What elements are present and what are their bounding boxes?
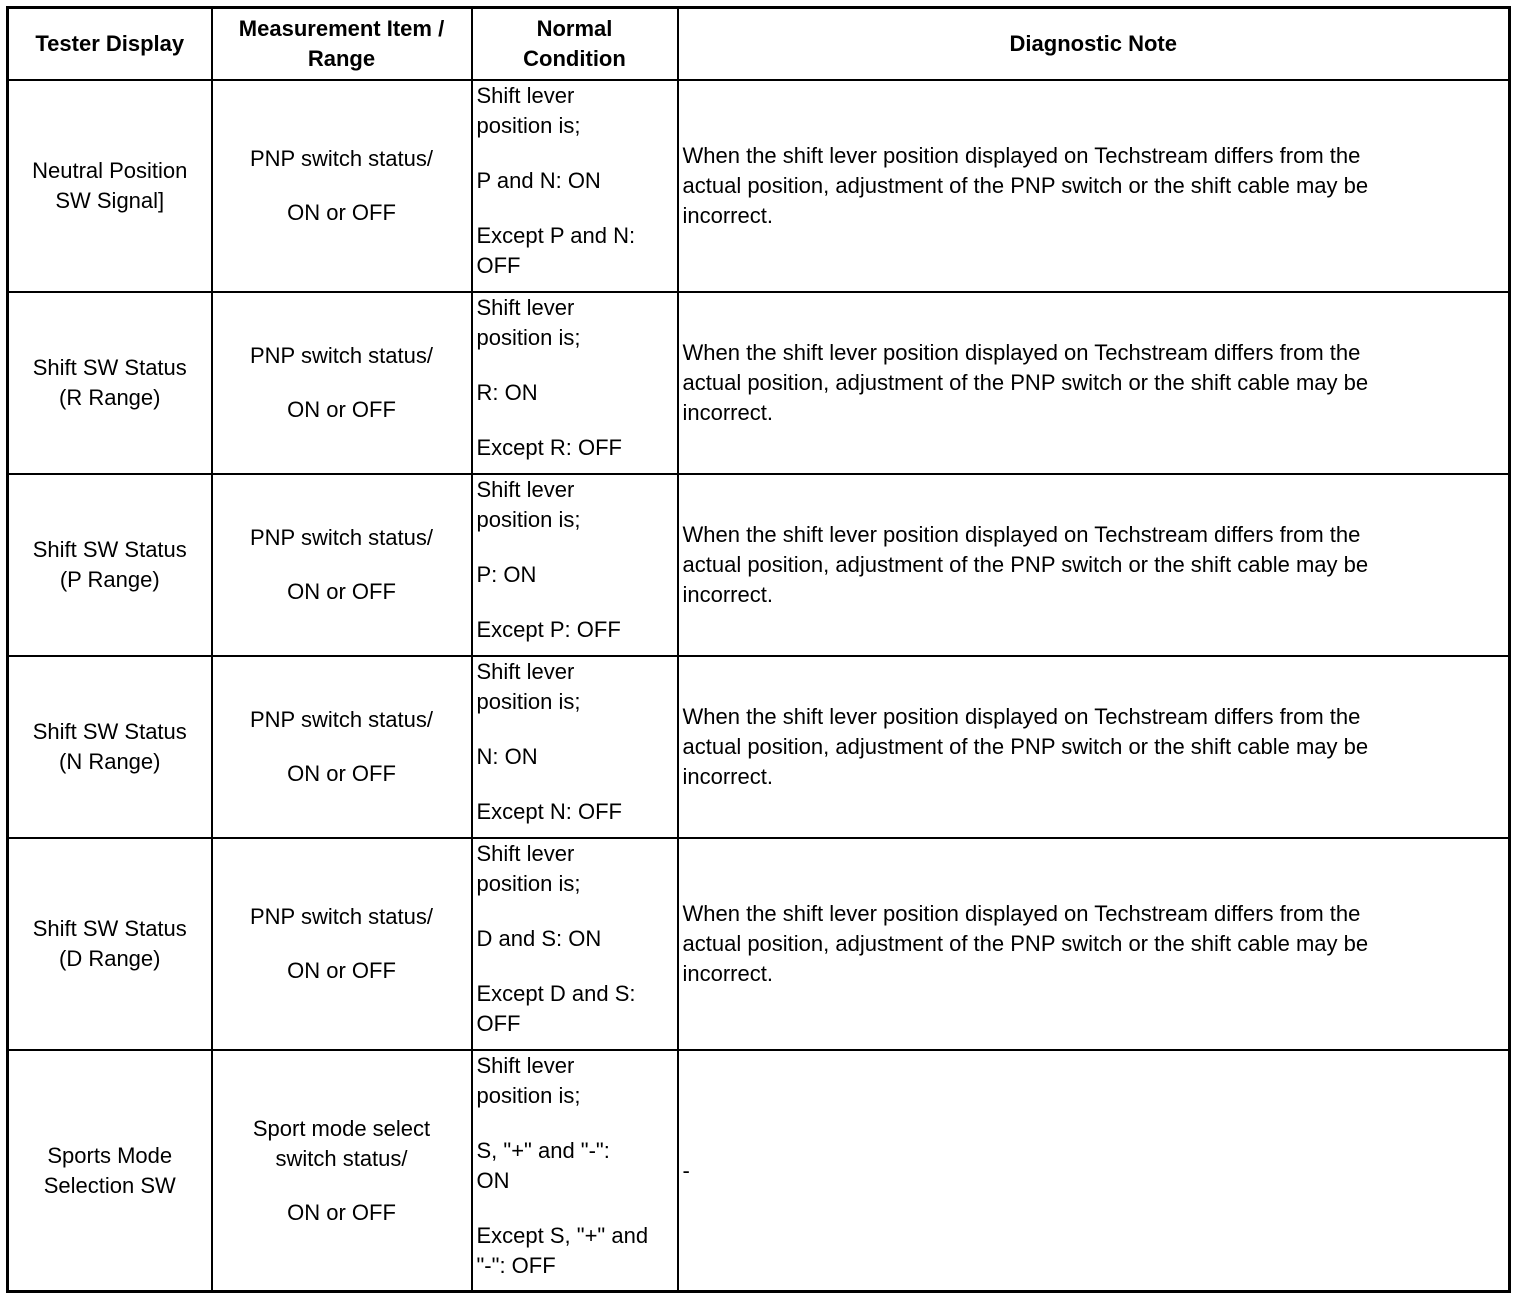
- tester-display-cell: Shift SW Status (R Range): [8, 292, 212, 474]
- table-row: [8, 292, 1510, 474]
- normal-condition-cell: Shift lever position is; R: ON Except R: OFF: [472, 292, 678, 474]
- table-row: [8, 838, 1510, 1050]
- measurement-item-cell: PNP switch status/ ON or OFF: [212, 474, 472, 656]
- diagnostic-note-cell: -: [678, 1050, 1510, 1291]
- measurement-item-cell: PNP switch status/ ON or OFF: [212, 656, 472, 838]
- normal-condition-cell: Shift lever position is; P and N: ON Except P and N: OFF: [472, 80, 678, 292]
- measurement-item-cell: PNP switch status/ ON or OFF: [212, 292, 472, 474]
- measurement-item-cell: PNP switch status/ ON or OFF: [212, 838, 472, 1050]
- header-normal-condition: Normal Condition: [472, 8, 678, 80]
- diagnostic-note-cell: When the shift lever position displayed on Techstream differs from the actual position, adjustment of the PNP switch or the shift cable may be incorrect.: [678, 80, 1510, 292]
- table-row: [8, 80, 1510, 292]
- header-tester-display: Tester Display: [8, 8, 212, 80]
- tester-display-cell: Neutral Position SW Signal]: [8, 80, 212, 292]
- diagnostic-note-cell: When the shift lever position displayed on Techstream differs from the actual position, adjustment of the PNP switch or the shift cable may be incorrect.: [678, 656, 1510, 838]
- data-list-table: [6, 6, 1511, 1293]
- diagnostic-note-cell: When the shift lever position displayed on Techstream differs from the actual position, adjustment of the PNP switch or the shift cable may be incorrect.: [678, 292, 1510, 474]
- normal-condition-cell: Shift lever position is; N: ON Except N: OFF: [472, 656, 678, 838]
- normal-condition-cell: Shift lever position is; D and S: ON Except D and S: OFF: [472, 838, 678, 1050]
- normal-condition-cell: Shift lever position is; S, "+" and "-": ON Except S, "+" and "-": OFF: [472, 1050, 678, 1291]
- table-row: [8, 656, 1510, 838]
- measurement-item-cell: PNP switch status/ ON or OFF: [212, 80, 472, 292]
- tester-display-cell: Shift SW Status (N Range): [8, 656, 212, 838]
- header-diagnostic-note: Diagnostic Note: [678, 8, 1510, 80]
- header-row: [8, 8, 1510, 80]
- table-row: [8, 1050, 1510, 1291]
- diagnostic-note-cell: When the shift lever position displayed on Techstream differs from the actual position, adjustment of the PNP switch or the shift cable may be incorrect.: [678, 838, 1510, 1050]
- tester-display-cell: Shift SW Status (P Range): [8, 474, 212, 656]
- measurement-item-cell: Sport mode select switch status/ ON or OFF: [212, 1050, 472, 1291]
- diagnostic-note-cell: When the shift lever position displayed on Techstream differs from the actual position, adjustment of the PNP switch or the shift cable may be incorrect.: [678, 474, 1510, 656]
- table-row: [8, 474, 1510, 656]
- normal-condition-cell: Shift lever position is; P: ON Except P: OFF: [472, 474, 678, 656]
- header-measurement-item: Measurement Item / Range: [212, 8, 472, 80]
- tester-display-cell: Sports Mode Selection SW: [8, 1050, 212, 1291]
- tester-display-cell: Shift SW Status (D Range): [8, 838, 212, 1050]
